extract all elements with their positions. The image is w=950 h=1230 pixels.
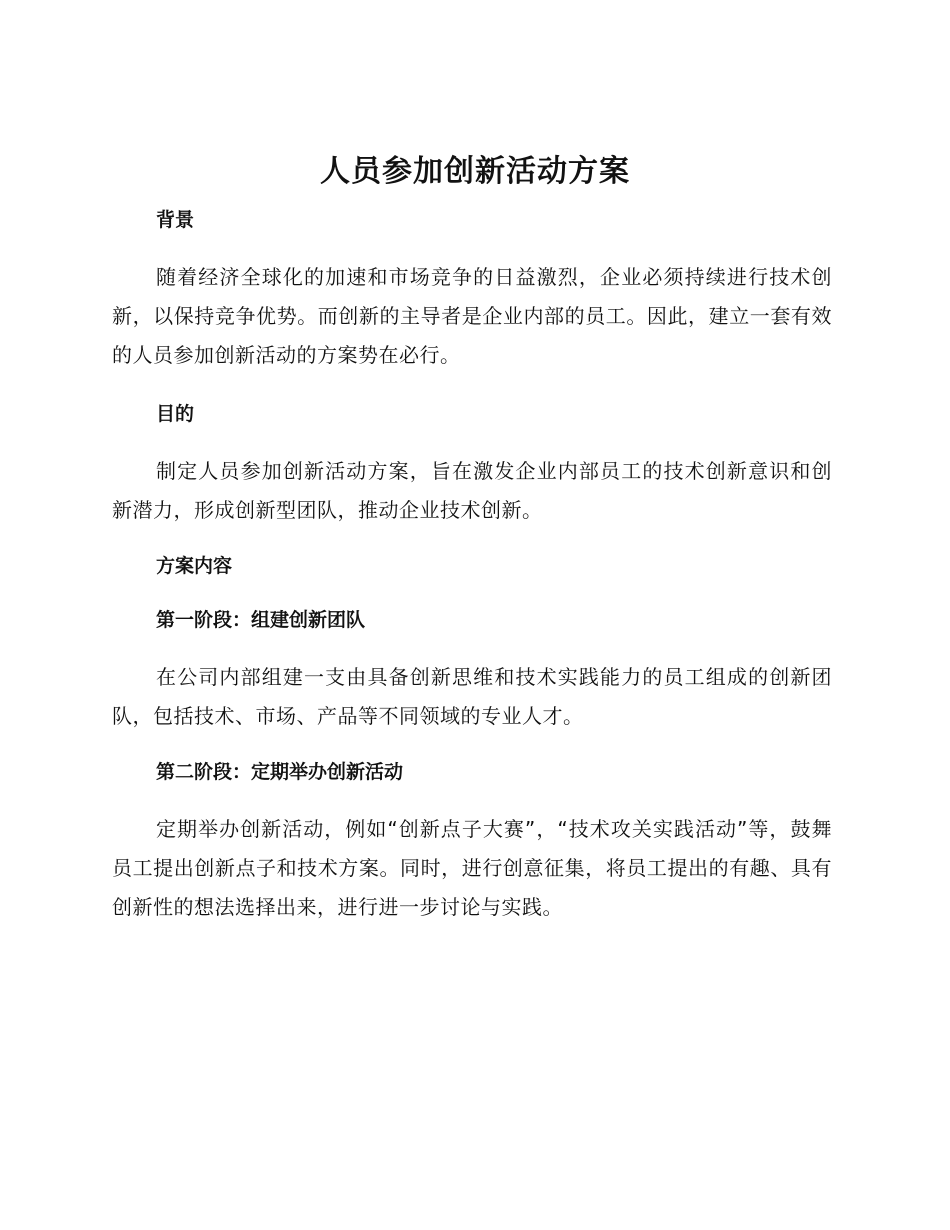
section-stage-one <box>112 606 832 736</box>
section-heading-stage-two: 第二阶段：定期举办创新活动 <box>156 761 404 783</box>
section-background <box>112 206 832 375</box>
document-title: 人员参加创新活动方案 <box>320 154 630 189</box>
section-heading-background: 背景 <box>156 209 195 231</box>
paragraph-purpose: 制定人员参加创新活动方案，旨在激发企业内部员工的技术创新意识和创新潜力，形成创新型团队，推动企业技术创新。 <box>112 459 832 522</box>
section-stage-two <box>112 758 832 927</box>
section-heading-plan-content: 方案内容 <box>156 555 233 577</box>
section-plan-content <box>112 552 832 580</box>
section-purpose <box>112 400 832 530</box>
paragraph-stage-two: 定期举办创新活动，例如“创新点子大赛”，“技术攻关实践活动”等，鼓舞员工提出创新点子和技术方案。同时，进行创意征集，将员工提出的有趣、具有创新性的想法选择出来，进行进一步讨论与实践。 <box>112 817 832 919</box>
paragraph-stage-one: 在公司内部组建一支由具备创新思维和技术实践能力的员工组成的创新团队，包括技术、市场、产品等不同领域的专业人才。 <box>112 665 832 728</box>
section-heading-stage-one: 第一阶段：组建创新团队 <box>156 609 366 631</box>
paragraph-background: 随着经济全球化的加速和市场竞争的日益激烈，企业必须持续进行技术创新，以保持竞争优势。而创新的主导者是企业内部的员工。因此，建立一套有效的人员参加创新活动的方案势在必行。 <box>112 265 832 367</box>
section-heading-purpose: 目的 <box>156 403 195 425</box>
